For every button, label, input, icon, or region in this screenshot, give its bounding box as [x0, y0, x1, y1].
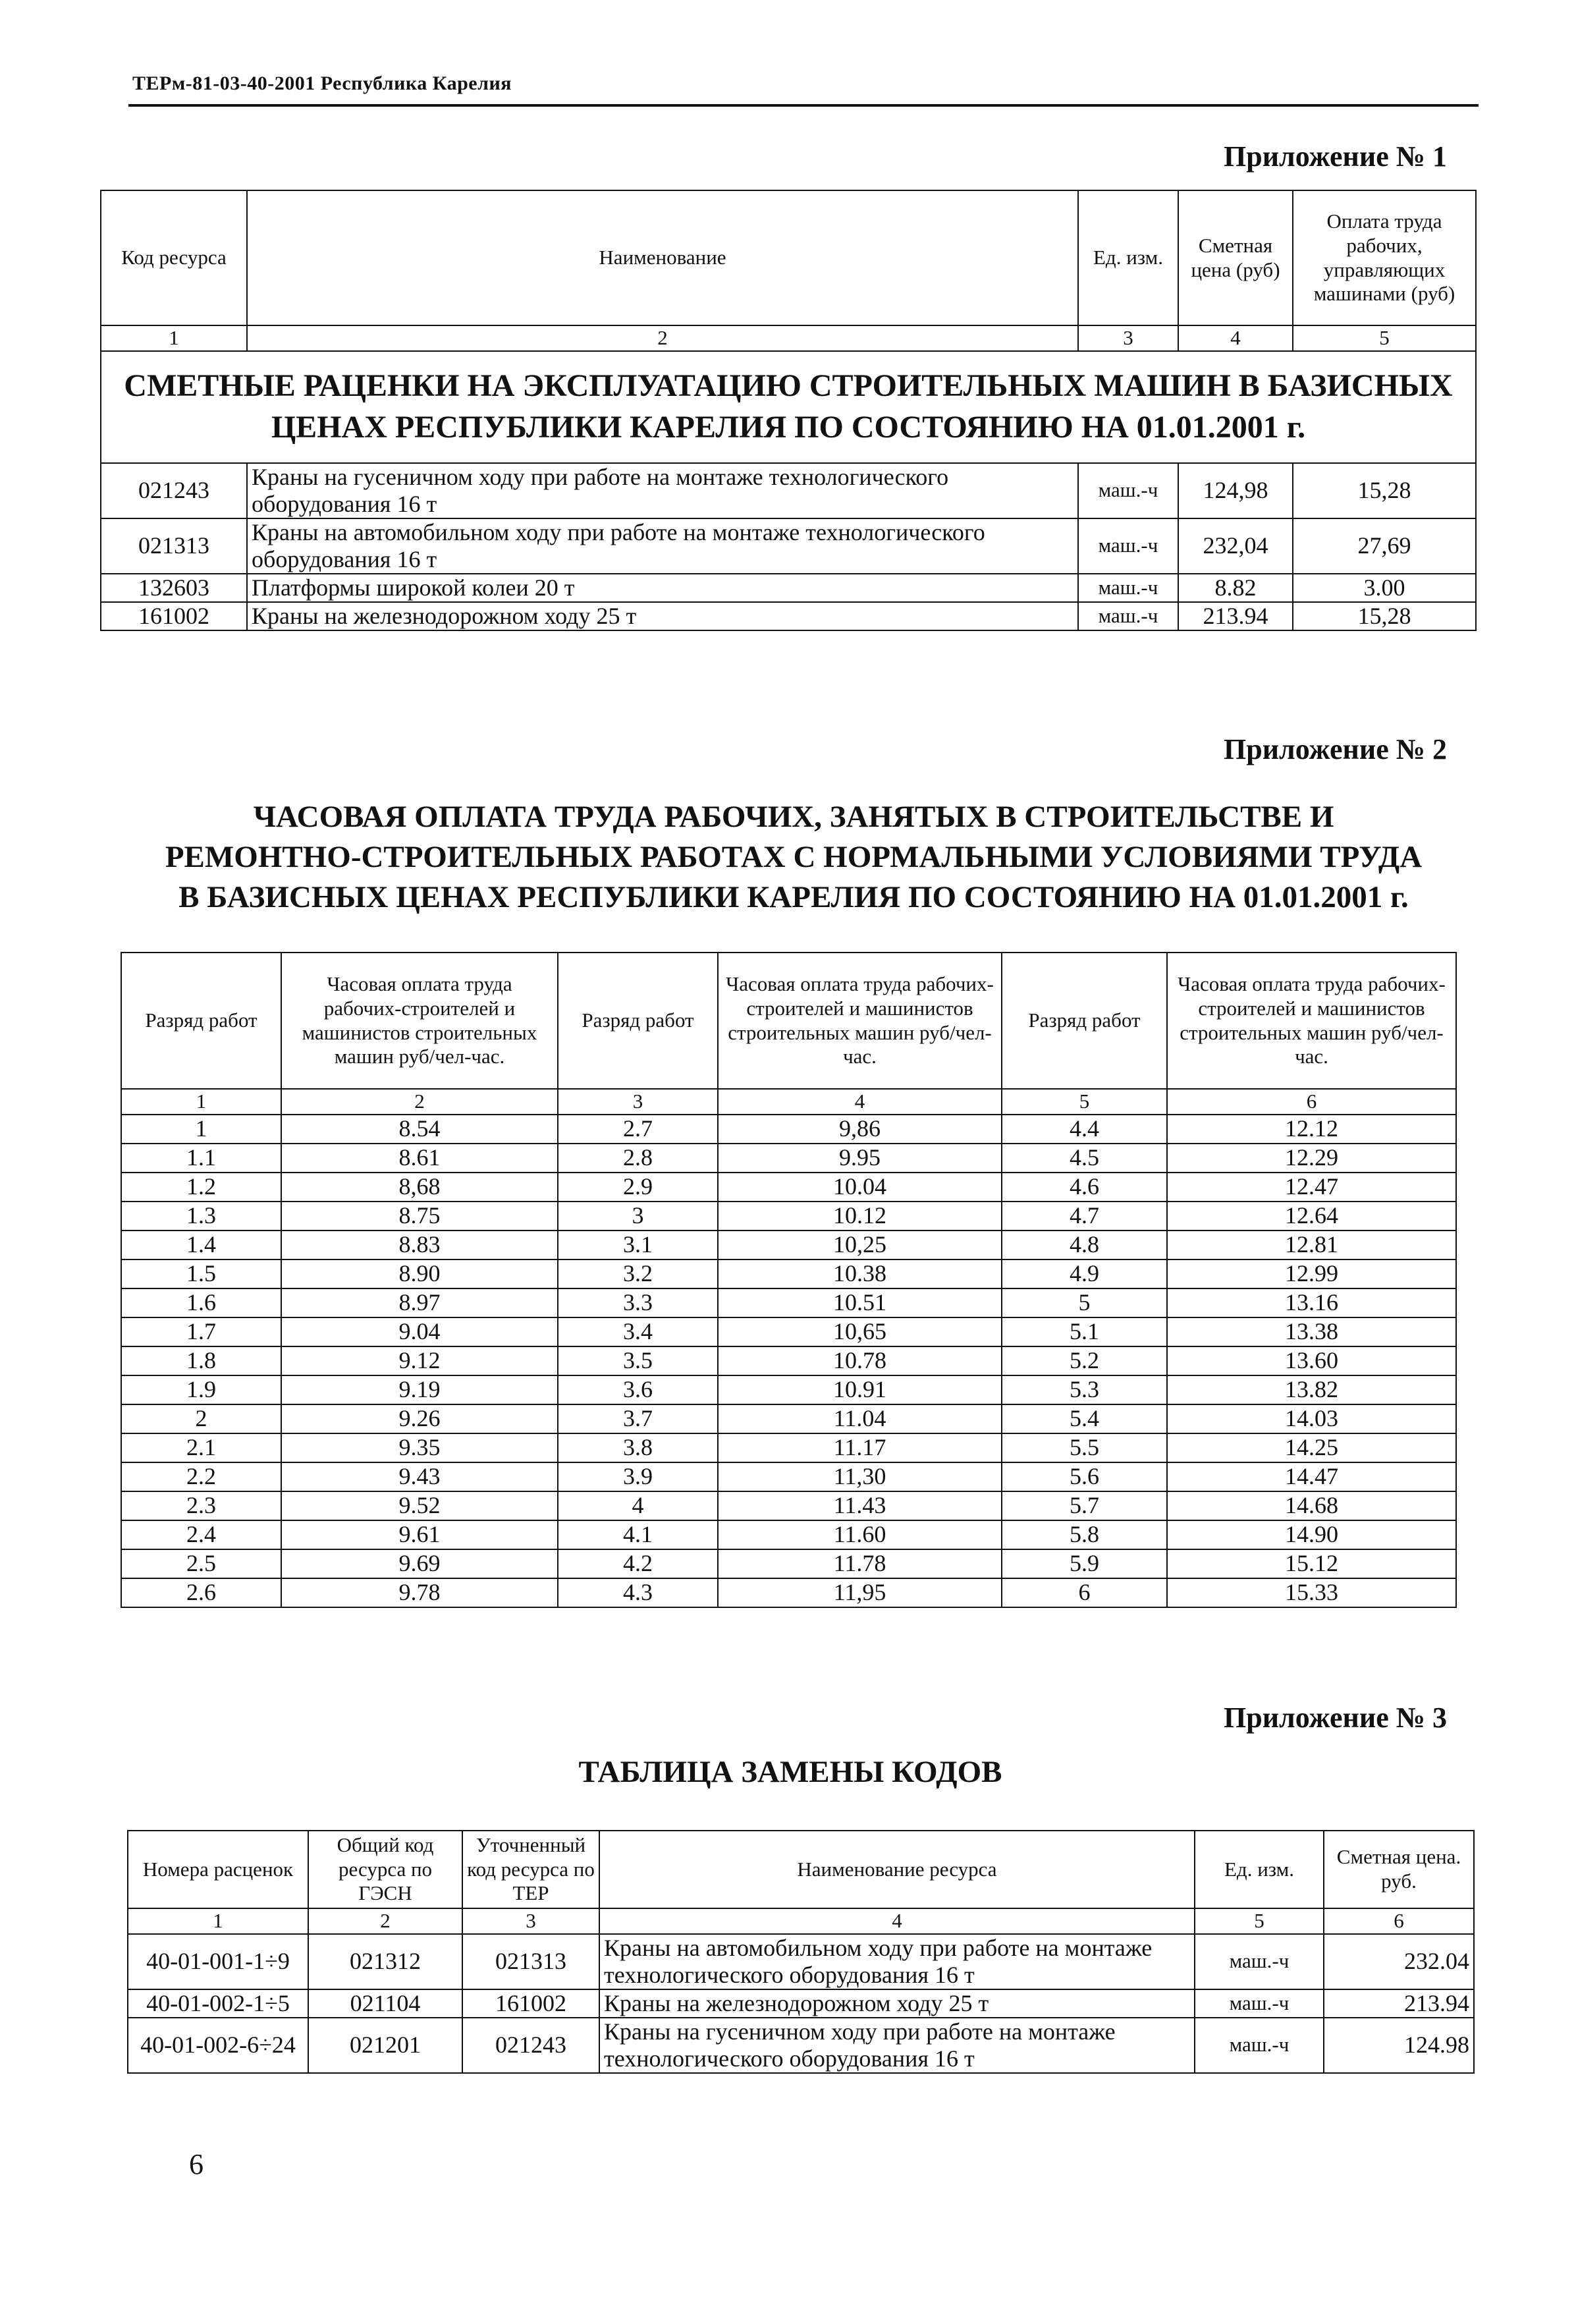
- cell-wage: 12.12: [1167, 1115, 1456, 1144]
- col-number: 5: [1195, 1908, 1324, 1934]
- table-row: [121, 1231, 1456, 1259]
- col-number: 5: [1002, 1089, 1167, 1115]
- cell-gesn-code: 021104: [308, 1989, 462, 2018]
- cell-wage: 11.60: [718, 1520, 1002, 1549]
- table-row: [128, 2018, 1474, 2073]
- cell-grade: 2.4: [121, 1520, 281, 1549]
- appendix-3-label: Приложение № 3: [1224, 1702, 1447, 1734]
- cell-unit: маш.-ч: [1078, 463, 1178, 518]
- cell-price: 232,04: [1178, 518, 1293, 574]
- cell-grade: 1.6: [121, 1288, 281, 1317]
- cell-wage: 13.16: [1167, 1288, 1456, 1317]
- cell-unit: маш.-ч: [1195, 1989, 1324, 2018]
- cell-wage: 10.51: [718, 1288, 1002, 1317]
- cell-name: Краны на гусеничном ходу при работе на монтаже технологического оборудования 16 т: [247, 463, 1078, 518]
- col-number: 1: [128, 1908, 308, 1934]
- cell-wage: 8.54: [281, 1115, 558, 1144]
- cell-wage: 10.91: [718, 1375, 1002, 1404]
- cell-wage: 11,30: [718, 1462, 1002, 1491]
- cell-wage: 9,86: [718, 1115, 1002, 1144]
- section-title-row: [101, 351, 1476, 463]
- cell-wage: 12.29: [1167, 1144, 1456, 1173]
- table-row: [121, 1317, 1456, 1346]
- cell-grade: 3.6: [558, 1375, 718, 1404]
- col-header: Ед. изм.: [1078, 190, 1178, 325]
- cell-price: 124,98: [1178, 463, 1293, 518]
- col-header: Оплата труда рабочих, управляющих машинами (руб): [1293, 190, 1476, 325]
- cell-wage: 10.12: [718, 1202, 1002, 1231]
- table-row: [121, 1433, 1456, 1462]
- table-row: [121, 1346, 1456, 1375]
- cell-resource-name: Краны на гусеничном ходу при работе на монтаже технологического оборудования 16 т: [599, 2018, 1195, 2073]
- cell-wage: 15.33: [1167, 1578, 1456, 1607]
- table-row: [128, 1989, 1474, 2018]
- cell-wage: 14.68: [1167, 1491, 1456, 1520]
- cell-price: 8.82: [1178, 574, 1293, 602]
- cell-wage: 14.25: [1167, 1433, 1456, 1462]
- cell-wage: 9.61: [281, 1520, 558, 1549]
- cell-price: 232.04: [1324, 1934, 1474, 1989]
- cell-wage: 15.12: [1167, 1549, 1456, 1578]
- cell-wage: 8.83: [281, 1231, 558, 1259]
- cell-grade: 4.7: [1002, 1202, 1167, 1231]
- cell-price: 213.94: [1178, 602, 1293, 630]
- cell-ter-code: 161002: [462, 1989, 599, 2018]
- cell-rate-number: 40-01-002-1÷5: [128, 1989, 308, 2018]
- cell-wage: 14.47: [1167, 1462, 1456, 1491]
- cell-wage: 10,65: [718, 1317, 1002, 1346]
- cell-wage: 8,68: [281, 1173, 558, 1202]
- cell-grade: 5.6: [1002, 1462, 1167, 1491]
- col-header: Часовая оплата труда рабочих-строителей и машинистов строительных машин руб/чел-час.: [718, 953, 1002, 1089]
- col-header: Разряд работ: [121, 953, 281, 1089]
- cell-wage: 27,69: [1293, 518, 1476, 574]
- col-header: Часовая оплата труда рабочих-строителей и машинистов строительных машин руб/чел-час.: [281, 953, 558, 1089]
- cell-ter-code: 021313: [462, 1934, 599, 1989]
- table-row: [101, 574, 1476, 602]
- appendix-3-table: [127, 1830, 1475, 2074]
- cell-grade: 4.9: [1002, 1259, 1167, 1288]
- cell-wage: 9.78: [281, 1578, 558, 1607]
- cell-grade: 5.5: [1002, 1433, 1167, 1462]
- table-row: [121, 1375, 1456, 1404]
- col-number-row: [121, 1089, 1456, 1115]
- cell-wage: 12.99: [1167, 1259, 1456, 1288]
- col-header: Часовая оплата труда рабочих-строителей и машинистов строительных машин руб/чел-час.: [1167, 953, 1456, 1089]
- cell-grade: 4: [558, 1491, 718, 1520]
- col-header: Ед. изм.: [1195, 1831, 1324, 1908]
- col-header: Разряд работ: [1002, 953, 1167, 1089]
- cell-grade: 1.9: [121, 1375, 281, 1404]
- cell-unit: маш.-ч: [1078, 602, 1178, 630]
- col-number: 1: [121, 1089, 281, 1115]
- header-rule: [128, 104, 1479, 107]
- cell-grade: 2.5: [121, 1549, 281, 1578]
- cell-grade: 3.9: [558, 1462, 718, 1491]
- table-row: [101, 463, 1476, 518]
- cell-wage: 11.43: [718, 1491, 1002, 1520]
- cell-name: Краны на автомобильном ходу при работе на монтаже технологического оборудования 16 т: [247, 518, 1078, 574]
- col-number: 6: [1324, 1908, 1474, 1934]
- cell-wage: 12.47: [1167, 1173, 1456, 1202]
- cell-grade: 3: [558, 1202, 718, 1231]
- cell-wage: 13.82: [1167, 1375, 1456, 1404]
- cell-grade: 1.4: [121, 1231, 281, 1259]
- cell-grade: 2.1: [121, 1433, 281, 1462]
- col-number: 3: [462, 1908, 599, 1934]
- cell-wage: 15,28: [1293, 463, 1476, 518]
- cell-wage: 8.90: [281, 1259, 558, 1288]
- cell-wage: 9.12: [281, 1346, 558, 1375]
- cell-wage: 9.26: [281, 1404, 558, 1433]
- table-row: [121, 1288, 1456, 1317]
- cell-wage: 10.04: [718, 1173, 1002, 1202]
- cell-grade: 1.8: [121, 1346, 281, 1375]
- cell-rate-number: 40-01-001-1÷9: [128, 1934, 308, 1989]
- cell-resource-name: Краны на автомобильном ходу при работе на монтаже технологического оборудования 16 т: [599, 1934, 1195, 1989]
- table-row: [128, 1934, 1474, 1989]
- cell-grade: 5.8: [1002, 1520, 1167, 1549]
- table-header-row: [128, 1831, 1474, 1908]
- cell-grade: 2.8: [558, 1144, 718, 1173]
- cell-wage: 11,95: [718, 1578, 1002, 1607]
- cell-wage: 12.64: [1167, 1202, 1456, 1231]
- table-row: [121, 1115, 1456, 1144]
- cell-wage: 14.03: [1167, 1404, 1456, 1433]
- cell-grade: 6: [1002, 1578, 1167, 1607]
- col-header: Сметная цена. руб.: [1324, 1831, 1474, 1908]
- cell-grade: 3.8: [558, 1433, 718, 1462]
- cell-grade: 5.1: [1002, 1317, 1167, 1346]
- col-header: Сметная цена (руб): [1178, 190, 1293, 325]
- cell-name: Платформы широкой колеи 20 т: [247, 574, 1078, 602]
- cell-wage: 9.35: [281, 1433, 558, 1462]
- cell-wage: 8.97: [281, 1288, 558, 1317]
- cell-code: 161002: [101, 602, 247, 630]
- cell-wage: 9.95: [718, 1144, 1002, 1173]
- col-number-row: [101, 325, 1476, 351]
- table-row: [121, 1202, 1456, 1231]
- cell-grade: 2.2: [121, 1462, 281, 1491]
- table-row: [101, 602, 1476, 630]
- cell-wage: 15,28: [1293, 602, 1476, 630]
- appendix-2-title: ЧАСОВАЯ ОПЛАТА ТРУДА РАБОЧИХ, ЗАНЯТЫХ В СТРОИТЕЛЬСТВЕ И РЕМОНТНО-СТРОИТЕЛЬНЫХ РАБОТАХ С НОРМАЛЬНЫМИ УСЛОВИЯМИ ТРУДА В БАЗИСНЫХ ЦЕНАХ РЕСПУБЛИКИ КАРЕЛИЯ ПО СОСТОЯНИЮ НА 01.01.2001 г.: [165, 800, 1423, 915]
- cell-unit: маш.-ч: [1195, 1934, 1324, 1989]
- table-row: [121, 1259, 1456, 1288]
- col-number: 4: [599, 1908, 1195, 1934]
- cell-grade: 2.9: [558, 1173, 718, 1202]
- cell-grade: 3.1: [558, 1231, 718, 1259]
- cell-code: 132603: [101, 574, 247, 602]
- cell-gesn-code: 021312: [308, 1934, 462, 1989]
- cell-wage: 13.60: [1167, 1346, 1456, 1375]
- running-header: ТЕРм-81-03-40-2001 Республика Карелия: [132, 72, 512, 94]
- table-row: [121, 1462, 1456, 1491]
- col-number: 2: [281, 1089, 558, 1115]
- col-number: 6: [1167, 1089, 1456, 1115]
- table-header-row: [121, 953, 1456, 1089]
- cell-wage: 9.69: [281, 1549, 558, 1578]
- col-number: 1: [101, 325, 247, 351]
- cell-grade: 4.5: [1002, 1144, 1167, 1173]
- cell-grade: 4.3: [558, 1578, 718, 1607]
- col-header: Общий код ресурса по ГЭСН: [308, 1831, 462, 1908]
- cell-grade: 3.7: [558, 1404, 718, 1433]
- col-number: 2: [247, 325, 1078, 351]
- col-number: 5: [1293, 325, 1476, 351]
- cell-unit: маш.-ч: [1195, 2018, 1324, 2073]
- cell-ter-code: 021243: [462, 2018, 599, 2073]
- cell-grade: 5.2: [1002, 1346, 1167, 1375]
- table-row: [101, 518, 1476, 574]
- table-row: [121, 1173, 1456, 1202]
- cell-unit: маш.-ч: [1078, 574, 1178, 602]
- cell-wage: 10.38: [718, 1259, 1002, 1288]
- cell-grade: 4.6: [1002, 1173, 1167, 1202]
- cell-wage: 13.38: [1167, 1317, 1456, 1346]
- cell-price: 213.94: [1324, 1989, 1474, 2018]
- cell-grade: 4.8: [1002, 1231, 1167, 1259]
- cell-grade: 3.2: [558, 1259, 718, 1288]
- cell-grade: 5.3: [1002, 1375, 1167, 1404]
- cell-grade: 2.3: [121, 1491, 281, 1520]
- col-number: 3: [1078, 325, 1178, 351]
- col-header: Наименование: [247, 190, 1078, 325]
- cell-grade: 4.1: [558, 1520, 718, 1549]
- col-number: 2: [308, 1908, 462, 1934]
- appendix-2-table: [121, 952, 1457, 1608]
- appendix-3-title: ТАБЛИЦА ЗАМЕНЫ КОДОВ: [578, 1755, 1002, 1789]
- table-row: [121, 1144, 1456, 1173]
- cell-price: 124.98: [1324, 2018, 1474, 2073]
- cell-wage: 11.04: [718, 1404, 1002, 1433]
- cell-grade: 1.5: [121, 1259, 281, 1288]
- cell-wage: 12.81: [1167, 1231, 1456, 1259]
- cell-name: Краны на железнодорожном ходу 25 т: [247, 602, 1078, 630]
- cell-grade: 2.6: [121, 1578, 281, 1607]
- table-row: [121, 1578, 1456, 1607]
- cell-grade: 2.7: [558, 1115, 718, 1144]
- cell-unit: маш.-ч: [1078, 518, 1178, 574]
- cell-wage: 9.19: [281, 1375, 558, 1404]
- cell-grade: 4.2: [558, 1549, 718, 1578]
- cell-grade: 1.1: [121, 1144, 281, 1173]
- cell-grade: 1.2: [121, 1173, 281, 1202]
- col-number: 3: [558, 1089, 718, 1115]
- col-header: Номера расценок: [128, 1831, 308, 1908]
- cell-grade: 4.4: [1002, 1115, 1167, 1144]
- cell-grade: 1.3: [121, 1202, 281, 1231]
- cell-grade: 3.5: [558, 1346, 718, 1375]
- appendix-1-label: Приложение № 1: [1224, 140, 1447, 173]
- cell-code: 021313: [101, 518, 247, 574]
- cell-wage: 3.00: [1293, 574, 1476, 602]
- cell-code: 021243: [101, 463, 247, 518]
- col-number: 4: [718, 1089, 1002, 1115]
- table-row: [121, 1491, 1456, 1520]
- cell-grade: 3.4: [558, 1317, 718, 1346]
- appendix-1-table: [100, 190, 1477, 631]
- cell-wage: 9.52: [281, 1491, 558, 1520]
- cell-grade: 5.7: [1002, 1491, 1167, 1520]
- appendix-2-body: [121, 1115, 1456, 1607]
- cell-grade: 1.7: [121, 1317, 281, 1346]
- cell-resource-name: Краны на железнодорожном ходу 25 т: [599, 1989, 1195, 2018]
- table-row: [121, 1549, 1456, 1578]
- cell-wage: 8.61: [281, 1144, 558, 1173]
- table-row: [121, 1520, 1456, 1549]
- cell-wage: 9.04: [281, 1317, 558, 1346]
- col-header: Наименование ресурса: [599, 1831, 1195, 1908]
- cell-wage: 9.43: [281, 1462, 558, 1491]
- table-row: [121, 1404, 1456, 1433]
- col-header: Код ресурса: [101, 190, 247, 325]
- cell-grade: 3.3: [558, 1288, 718, 1317]
- cell-rate-number: 40-01-002-6÷24: [128, 2018, 308, 2073]
- section-title: СМЕТНЫЕ РАЦЕНКИ НА ЭКСПЛУАТАЦИЮ СТРОИТЕЛЬНЫХ МАШИН В БАЗИСНЫХ ЦЕНАХ РЕСПУБЛИКИ КАРЕЛИЯ ПО СОСТОЯНИЮ НА 01.01.2001 г.: [101, 351, 1476, 463]
- col-number-row: [128, 1908, 1474, 1934]
- cell-wage: 8.75: [281, 1202, 558, 1231]
- cell-wage: 14.90: [1167, 1520, 1456, 1549]
- col-header: Разряд работ: [558, 953, 718, 1089]
- cell-gesn-code: 021201: [308, 2018, 462, 2073]
- page-number: 6: [189, 2148, 204, 2180]
- cell-wage: 11.78: [718, 1549, 1002, 1578]
- appendix-2-label: Приложение № 2: [1224, 733, 1447, 765]
- cell-grade: 1: [121, 1115, 281, 1144]
- col-header: Уточненный код ресурса по ТЕР: [462, 1831, 599, 1908]
- col-number: 4: [1178, 325, 1293, 351]
- cell-wage: 10,25: [718, 1231, 1002, 1259]
- cell-grade: 2: [121, 1404, 281, 1433]
- table-header-row: [101, 190, 1476, 325]
- cell-grade: 5.4: [1002, 1404, 1167, 1433]
- cell-wage: 11.17: [718, 1433, 1002, 1462]
- cell-wage: 10.78: [718, 1346, 1002, 1375]
- cell-grade: 5: [1002, 1288, 1167, 1317]
- cell-grade: 5.9: [1002, 1549, 1167, 1578]
